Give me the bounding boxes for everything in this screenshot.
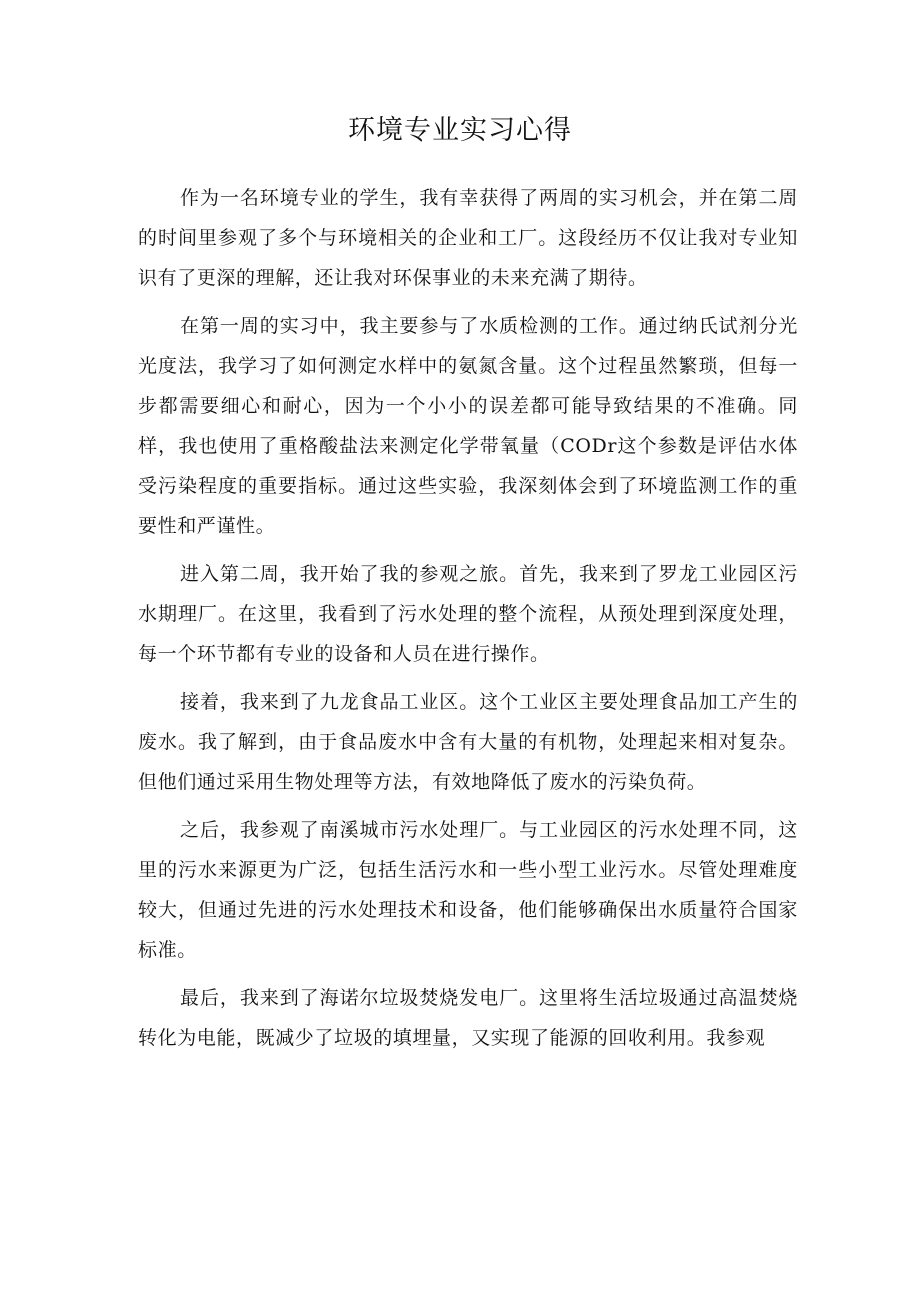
paragraph-incineration: 最后，我来到了海诺尔垃圾焚烧发电厂。这里将生活垃圾通过高温焚烧转化为电能，既减少了垃圾的填埋量，又实现了能源的回收利用。我参观 [138, 987, 798, 1049]
paragraph-week-two: 进入第二周，我开始了我的参观之旅。首先，我来到了罗龙工业园区污水期理厂。在这里，我看到了污水处理的整个流程，从预处理到深度处理，每一个环节都有专业的设备和人员在进行操作。 [138, 563, 798, 665]
paragraph-food-industry: 接着，我来到了九龙食品工业区。这个工业区主要处理食品加工产生的废水。我了解到，由于食品废水中含有大量的有机物，处理起来相对复杂。但他们通过采用生物处理等方法，有效地降低了废水的污染负荷。 [138, 691, 798, 793]
paragraph-intro: 作为一名环境专业的学生，我有幸获得了两周的实习机会，并在第二周的时间里参观了多个与环境相关的企业和工厂。这段经历不仅让我对专业知识有了更深的理解，还让我对环保事业的未来充满了期待。 [138, 187, 798, 289]
document-body [138, 178, 798, 1066]
paragraph-week-one: 在第一周的实习中，我主要参与了水质检测的工作。通过纳氏试剂分光光度法，我学习了如何测定水样中的氨氮含量。这个过程虽然繁琐，但每一步都需要细心和耐心，因为一个小小的误差都可能导致结果的不准确。同样，我也使用了重格酸盐法来测定化学带氧量（CODr这个参数是评估水体受污染程度的重要指标。通过这些实验，我深刻体会到了环境监测工作的重要性和严谨性。 [138, 315, 798, 537]
paragraph-city-plant: 之后，我参观了南溪城市污水处理厂。与工业园区的污水处理不同，这里的污水来源更为广泛，包括生活污水和一些小型工业污水。尽管处理难度较大，但通过先进的污水处理技术和设备，他们能够确保出水质量符合国家标准。 [138, 819, 798, 961]
page-title: 环境专业实习心得 [348, 115, 572, 146]
